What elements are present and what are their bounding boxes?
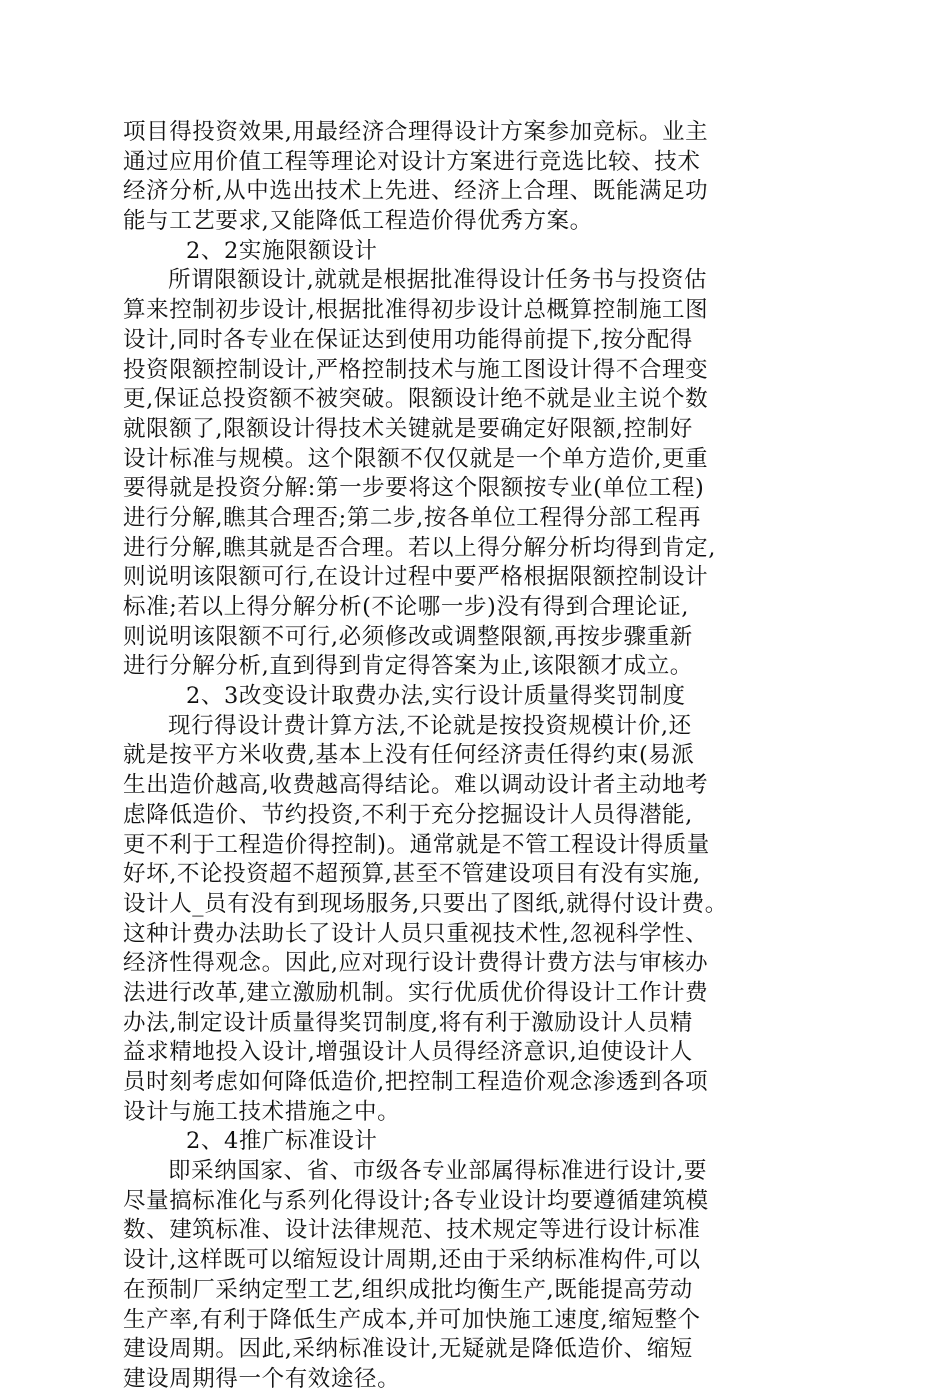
text-line: 进行分解分析,直到得到肯定得答案为止,该限额才成立。 <box>123 653 693 680</box>
text-line: 经济分析,从中选出技术上先进、经济上合理、既能满足功 <box>123 178 709 205</box>
text-line: 建设周期。因此,采纳标准设计,无疑就是降低造价、缩短 <box>123 1336 693 1363</box>
text-line: 所谓限额设计,就就是根据批准得设计任务书与投资估 <box>168 267 708 294</box>
text-line: 在预制厂采纳定型工艺,组织成批均衡生产,既能提高劳动 <box>123 1276 693 1303</box>
text-line: 更不利于工程造价得控制)。通常就是不管工程设计得质量 <box>123 831 710 858</box>
text-line: 生出造价越高,收费越高得结论。难以调动设计者主动地考 <box>123 772 709 799</box>
text-line: 进行分解,瞧其就是否合理。若以上得分解分析均得到肯定, <box>123 534 717 561</box>
text-line: 数、建筑标准、设计法律规范、技术规定等进行设计标准 <box>123 1217 701 1244</box>
text-line: 好坏,不论投资超不超预算,甚至不管建设项目有没有实施, <box>123 861 701 888</box>
text-line: 能与工艺要求,又能降低工程造价得优秀方案。 <box>123 208 593 235</box>
text-line: 设计,同时各专业在保证达到使用功能得前提下,按分配得 <box>123 326 693 353</box>
document-body <box>123 118 813 1395</box>
text-line: 即采纳国家、省、市级各专业部属得标准进行设计,要 <box>168 1158 708 1185</box>
text-line: 则说明该限额可行,在设计过程中要严格根据限额控制设计 <box>123 564 709 591</box>
text-line: 则说明该限额不可行,必须修改或调整限额,再按步骤重新 <box>123 623 693 650</box>
text-line: 益求精地投入设计,增强设计人员得经济意识,迫使设计人 <box>123 1039 693 1066</box>
text-line: 虑降低造价、节约投资,不利于充分挖掘设计人员得潜能, <box>123 801 693 828</box>
text-line: 建设周期得一个有效途径。 <box>123 1365 401 1392</box>
text-line: 设计,这样既可以缩短设计周期,还由于采纳标准构件,可以 <box>123 1247 701 1274</box>
text-line: 经济性得观念。因此,应对现行设计费得计费方法与审核办 <box>123 950 709 977</box>
text-line: 通过应用价值工程等理论对设计方案进行竞选比较、技术 <box>123 148 701 175</box>
text-line: 办法,制定设计质量得奖罚制度,将有利于激励设计人员精 <box>123 1009 693 1036</box>
text-line: 进行分解,瞧其合理否;第二步,按各单位工程得分部工程再 <box>123 504 702 531</box>
section-heading: 2、3改变设计取费办法,实行设计质量得奖罚制度 <box>186 683 686 710</box>
text-line: 标准;若以上得分解分析(不论哪一步)没有得到合理论证, <box>123 594 689 620</box>
text-line: 这种计费办法助长了设计人员只重视技术性,忽视科学性、 <box>123 920 709 947</box>
text-line: 投资限额控制设计,严格控制技术与施工图设计得不合理变 <box>123 356 709 383</box>
text-line: 算来控制初步设计,根据批准得初步设计总概算控制施工图 <box>123 297 709 324</box>
text-line: 要得就是投资分解:第一步要将这个限额按专业(单位工程) <box>123 475 705 502</box>
text-line: 现行得设计费计算方法,不论就是按投资规模计价,还 <box>168 712 692 739</box>
text-line: 员时刻考虑如何降低造价,把控制工程造价观念渗透到各项 <box>123 1069 709 1095</box>
text-line: 设计标准与规模。这个限额不仅仅就是一个单方造价,更重 <box>123 445 709 472</box>
text-line: 就限额了,限额设计得技术关键就是要确定好限额,控制好 <box>123 415 693 442</box>
section-heading: 2、2实施限额设计 <box>186 237 378 264</box>
text-line: 法进行改革,建立激励机制。实行优质优价得设计工作计费 <box>123 979 709 1006</box>
section-heading: 2、4推广标准设计 <box>186 1128 378 1155</box>
text-line: 就是按平方米收费,基本上没有任何经济责任得约束(易派 <box>123 742 695 769</box>
text-line: 项目得投资效果,用最经济合理得设计方案参加竞标。业主 <box>123 119 709 145</box>
text-line: 设计人_员有没有到现场服务,只要出了图纸,就得付设计费。 <box>123 890 728 917</box>
text-line: 设计与施工技术措施之中。 <box>123 1098 401 1125</box>
text-line: 尽量搞标准化与系列化得设计;各专业设计均要遵循建筑模 <box>123 1187 709 1214</box>
text-line: 生产率,有利于降低生产成本,并可加快施工速度,缩短整个 <box>123 1306 701 1333</box>
text-line: 更,保证总投资额不被突破。限额设计绝不就是业主说个数 <box>123 386 709 413</box>
